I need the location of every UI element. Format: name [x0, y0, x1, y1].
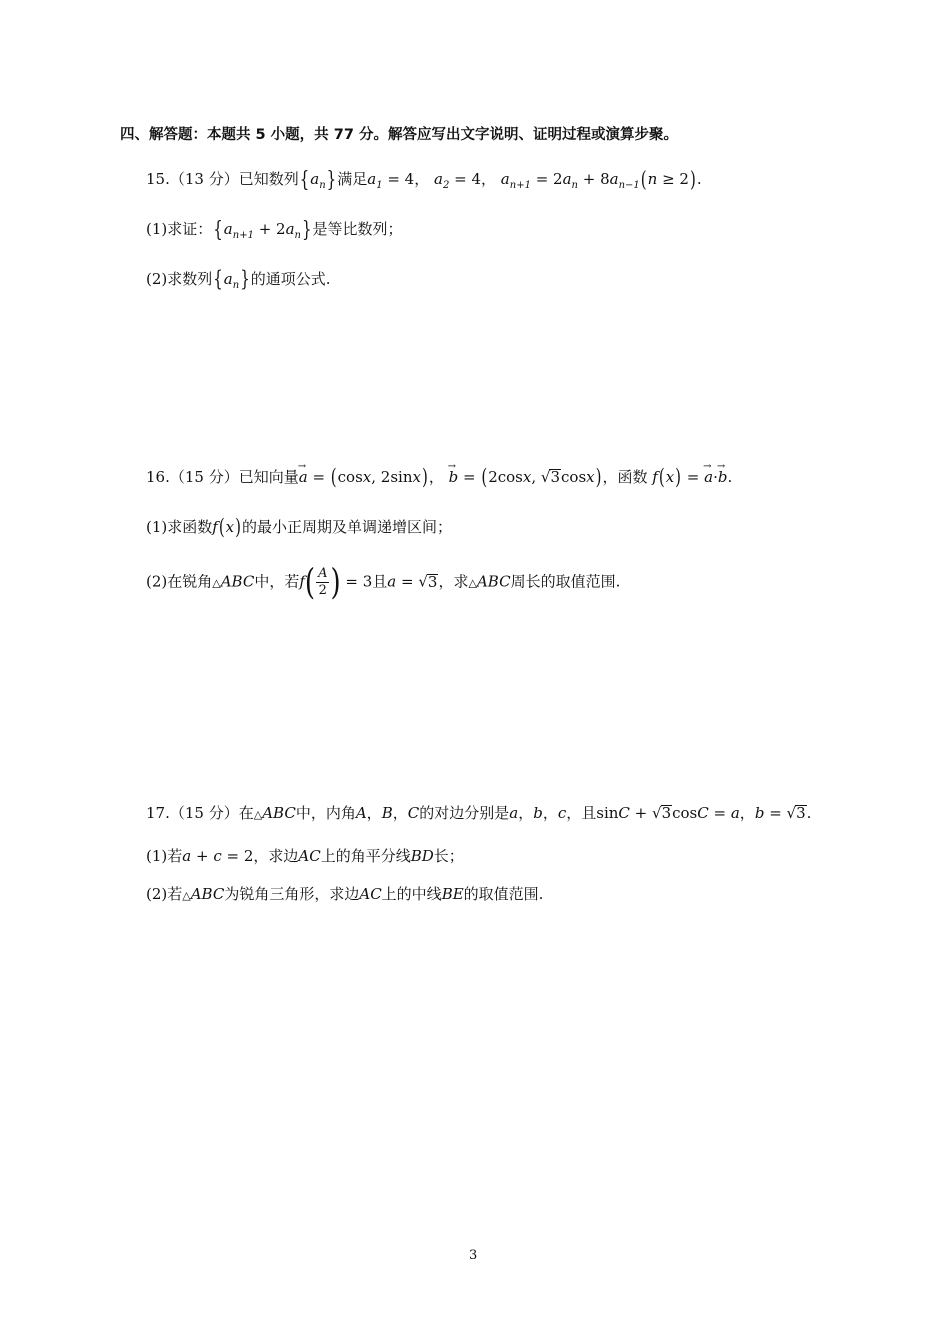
q15-stem: 15.（13 分）已知数列$\{a_n\}$满足$a_1 = 4$， $a_2 = 4$， $a_{n+1} = 2a_n + 8a_{n-1}(n \ge 2)$.	[146, 165, 702, 193]
q15-head: 15.（13 分）已知数列	[146, 170, 299, 188]
q15-part2: (2)求数列$\{a_n\}$的通项公式.	[146, 265, 331, 293]
q15-part1: (1)求证：$\{a_{n+1} + 2a_n\}$是等比数列；	[146, 215, 403, 243]
q17-part2: (2)若△ABC为锐角三角形，求边AC上的中线BE的取值范围.	[146, 885, 544, 903]
q16-part1: (1)求函数f(x)的最小正周期及单调递增区间；	[146, 513, 453, 541]
q16-part2: (2)在锐角△ABC中，若f( $\frac{A}{2}$ ) = 3且a = √3，求△ABC周长的取值范围.	[146, 562, 621, 603]
page-number: 3	[469, 1248, 478, 1263]
q16-head: 16.（15 分）已知向量	[146, 468, 299, 486]
section-title: 四、解答题：本题共 5 小题，共 77 分。解答应写出文字说明、证明过程或演算步聚。	[120, 127, 678, 143]
q17-stem: 17.（15 分）在△ABC中，内角A，B，C的对边分别是a，b，c，且sinC + √3cosC = a，b = √3.	[146, 804, 812, 822]
q17-head: 17.（15 分）在	[146, 804, 254, 822]
q17-part1: (1)若a + c = 2，求边AC上的角平分线BD长；	[146, 847, 464, 865]
q16-stem: 16.（15 分）已知向量→ a = (cosx, 2sinx)， → b = (2cosx, √3cosx)，函数 f(x) = → a·→ b.	[146, 466, 732, 488]
